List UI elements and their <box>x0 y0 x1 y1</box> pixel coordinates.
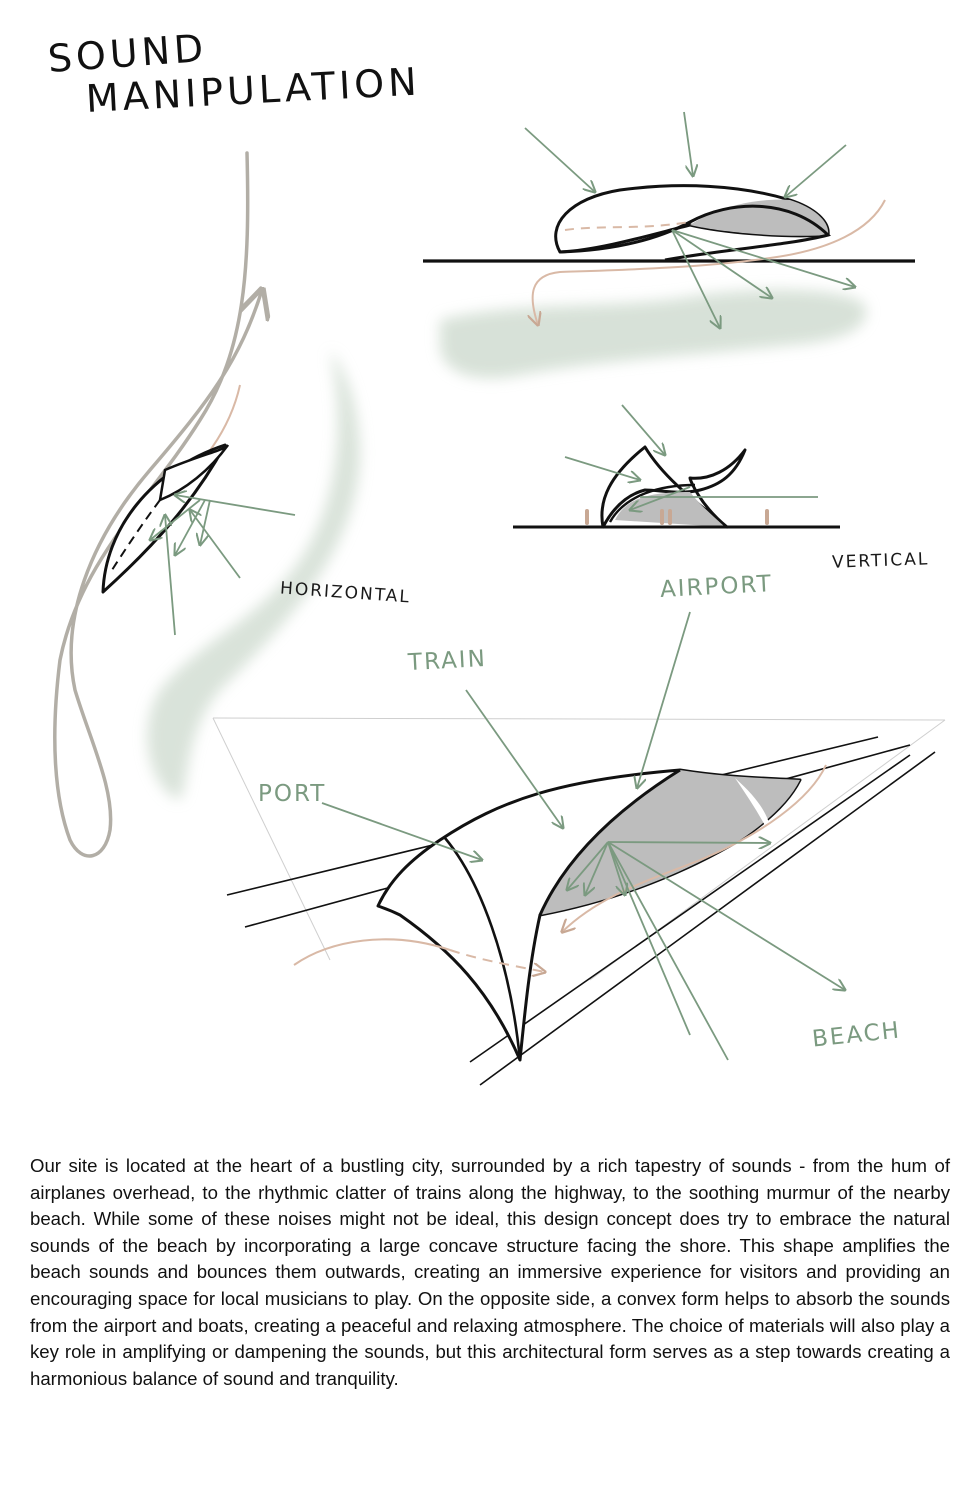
top-arrow-3 <box>785 145 846 197</box>
title-line-2: MANIPULATION <box>84 59 422 121</box>
description-paragraph: Our site is located at the heart of a bustling city, surrounded by a rich tapestry of sounds - from the hum of airplanes overhead, to the rhythmic clatter of trains along the highway, to the soothing murmur of the nearby beach. While some of these noises might not be ideal, this design concept does try to embrace the natural sounds of the beach by incorporating a large concave structure facing the shore. This shape amplifies the beach sounds and bounces them outwards, creating an immersive experience for visitors and providing an encouraging space for local musicians to play. On the opposite side, a convex form helps to absorb the sounds from the airport and boats, creating a peaceful and relaxing atmosphere. The choice of materials will also play a key role in amplifying or dampening the sounds, but this architectural form serves as a step towards creating a harmonious balance of sound and tranquility. <box>30 1155 950 1389</box>
plan-arrow-2 <box>190 510 240 578</box>
person-4 <box>765 509 769 525</box>
label-train: TRAIN <box>407 645 488 677</box>
plan-arrow-3 <box>165 515 175 635</box>
label-horizontal: HORIZONTAL <box>279 578 412 608</box>
person-1 <box>585 509 589 525</box>
person-3 <box>668 509 672 525</box>
incoming-path-main <box>294 939 450 965</box>
page-title <box>46 25 422 121</box>
top-arrow-6 <box>672 230 855 287</box>
horizontal-diagram <box>55 153 360 856</box>
guide-1 <box>213 718 945 720</box>
top-arrow-5 <box>672 230 772 298</box>
airport-arrow <box>637 612 690 788</box>
label-beach: BEACH <box>810 1017 903 1053</box>
section-diagram-top <box>423 112 915 378</box>
beach-wash-top <box>440 290 866 378</box>
beach-arrow-2 <box>608 842 845 990</box>
shoreline-wash <box>147 350 360 800</box>
label-airport: AIRPORT <box>659 571 774 603</box>
label-vertical: VERTICAL <box>831 549 930 573</box>
title-line-1: SOUND <box>46 25 209 81</box>
label-port: PORT <box>258 781 327 807</box>
perspective-diagram <box>213 612 945 1085</box>
vertical-diagram <box>513 405 840 527</box>
beach-arrow-1 <box>608 842 770 843</box>
guide-2 <box>213 718 330 960</box>
person-2 <box>660 509 664 525</box>
top-arrow-2 <box>684 112 693 176</box>
top-arrow-1 <box>525 128 595 192</box>
